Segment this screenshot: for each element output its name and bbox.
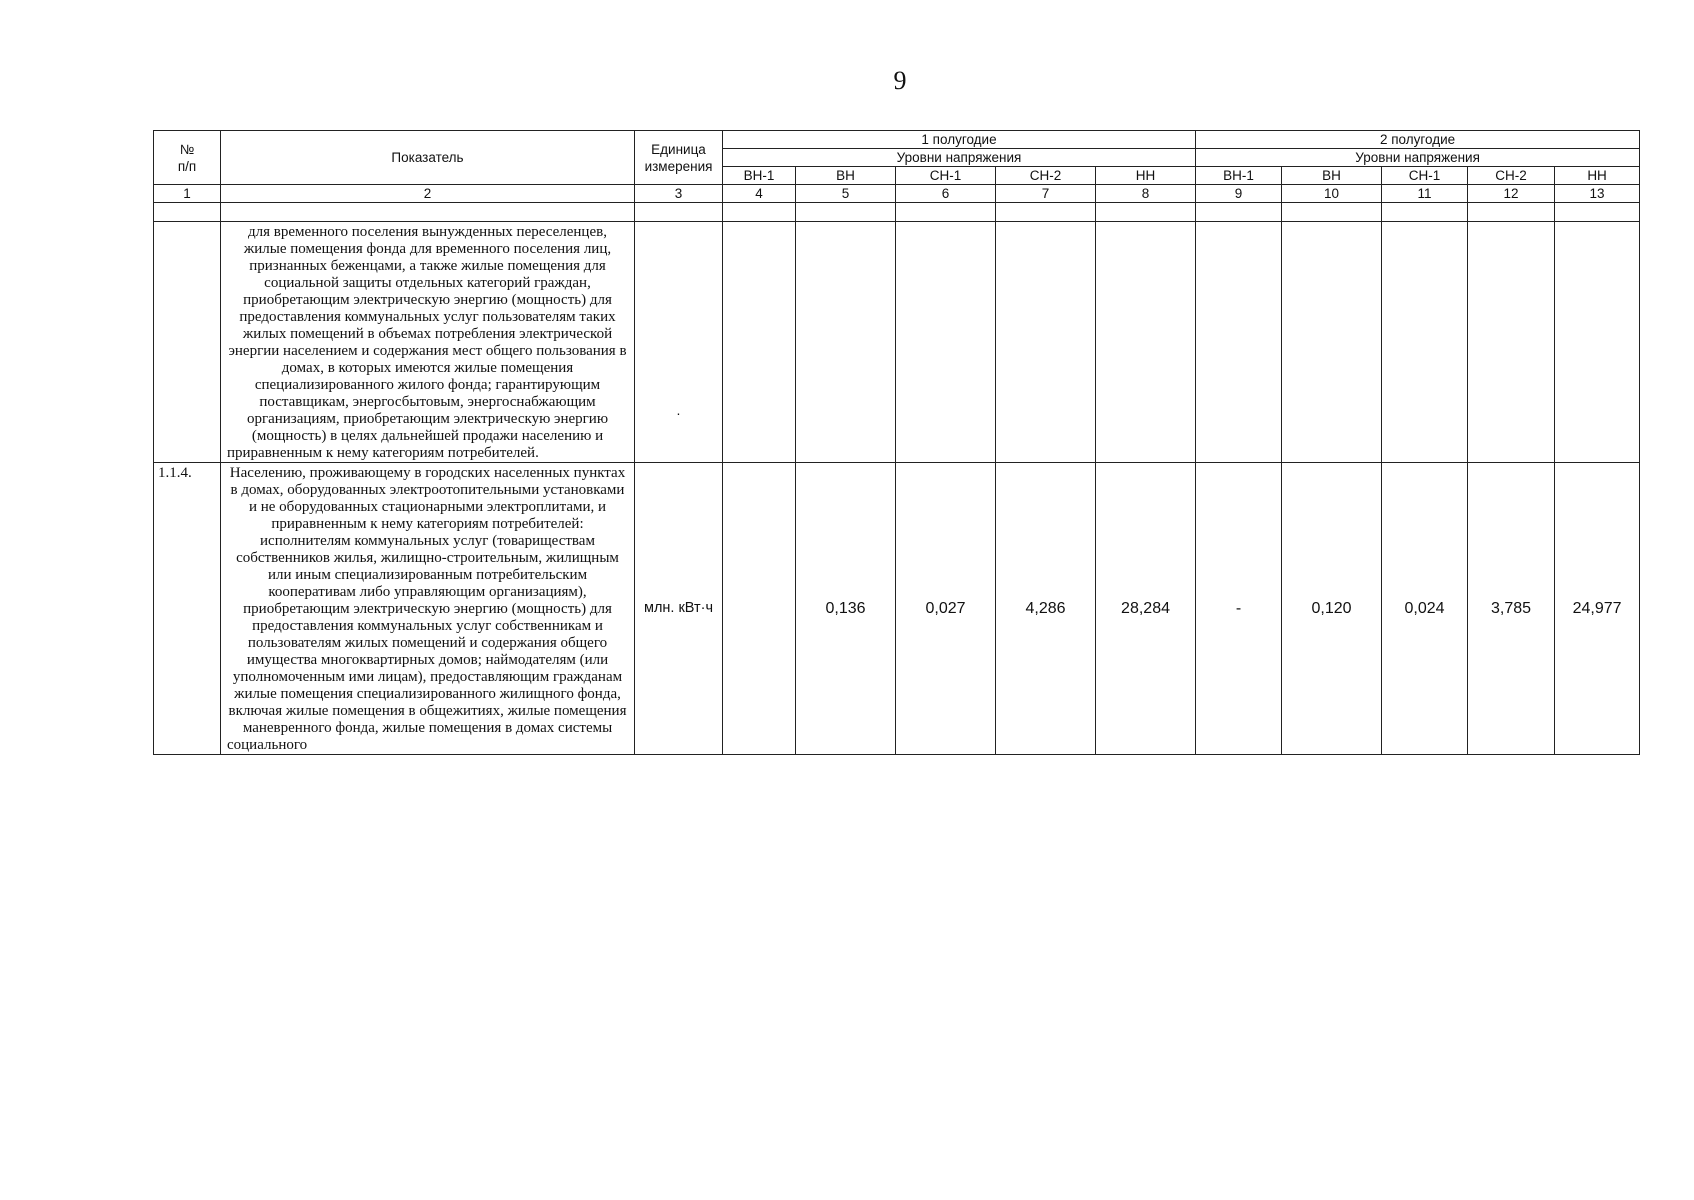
tariff-table <box>153 130 1640 755</box>
spacer-row <box>154 203 1640 222</box>
value-cell <box>796 222 896 463</box>
value-cell: 0,120 <box>1282 463 1382 755</box>
header-unit-line2: измерения <box>644 158 713 174</box>
value-cell <box>1468 222 1555 463</box>
level-h1-sn2: СН-2 <box>996 167 1096 185</box>
header-num <box>154 131 221 185</box>
value-cell: 28,284 <box>1096 463 1196 755</box>
value-cell: 0,027 <box>896 463 996 755</box>
value-cell <box>896 222 996 463</box>
level-h1-vn: ВН <box>796 167 896 185</box>
col-index: 13 <box>1555 185 1640 203</box>
header-voltage-levels-2: Уровни напряжения <box>1196 149 1640 167</box>
row-number <box>154 222 221 463</box>
value-cell <box>723 463 796 755</box>
row-description: Населению, проживающему в городских населенных пунктах в домах, оборудованных электроотопительными установками и не оборудованных стационарными электроплитами, и приравненным к нему категориям потребителей: исполнителям коммунальных услуг (товариществам собственников жилья, жилищно-строительным, жилищным или иным специализированным потребительским кооперативам либо управляющим организациям), приобретающим электрическую энергию (мощность) для предоставления коммунальных услуг собственникам и пользователям жилых помещений и содержания общего имущества многоквартирных домов; наймодателям (или уполномоченным ими лицам), предоставляющим гражданам жилые помещения специализированного жилищного фонда, включая жилые помещения в общежитиях, жилые помещения маневренного фонда, жилые помещения в домах системы социального <box>221 463 635 755</box>
value-cell: 0,024 <box>1382 463 1468 755</box>
col-index: 11 <box>1382 185 1468 203</box>
value-cell: 24,977 <box>1555 463 1640 755</box>
page-number: 9 <box>893 66 907 95</box>
value-cell <box>1196 222 1282 463</box>
row-number: 1.1.4. <box>154 463 221 755</box>
level-h1-nn: НН <box>1096 167 1196 185</box>
header-num-line2: п/п <box>177 158 197 174</box>
col-index: 5 <box>796 185 896 203</box>
row-description: для временного поселения вынужденных переселенцев, жилые помещения фонда для временного поселения лиц, признанных беженцами, а также жилые помещения для социальной защиты отдельных категорий граждан, приобретающим электрическую энергию (мощность) для предоставления коммунальных услуг пользователям таких жилых помещений в объемах потребления электрической энергии населением и содержания мест общего пользования в домах, в которых имеются жилые помещения специализированного жилого фонда; гарантирующим поставщикам, энергосбытовым, энергоснабжающим организациям, приобретающим электрическую энергию (мощность) в целях дальнейшей продажи населению и приравненным к нему категориям потребителей. <box>221 222 635 463</box>
value-cell <box>1282 222 1382 463</box>
col-index: 10 <box>1282 185 1382 203</box>
col-index: 3 <box>635 185 723 203</box>
level-h2-sn1: СН-1 <box>1382 167 1468 185</box>
header-half2: 2 полугодие <box>1196 131 1640 149</box>
col-index: 12 <box>1468 185 1555 203</box>
header-voltage-levels-1: Уровни напряжения <box>723 149 1196 167</box>
value-cell: 0,136 <box>796 463 896 755</box>
value-cell <box>996 222 1096 463</box>
row-unit: млн. кВт·ч <box>635 463 723 755</box>
level-h2-vn1: ВН-1 <box>1196 167 1282 185</box>
row-unit: · <box>635 222 723 463</box>
col-index: 9 <box>1196 185 1282 203</box>
table-row <box>154 463 1640 755</box>
col-index: 1 <box>154 185 221 203</box>
value-cell: - <box>1196 463 1282 755</box>
col-index: 6 <box>896 185 996 203</box>
value-cell <box>723 222 796 463</box>
level-h2-vn: ВН <box>1282 167 1382 185</box>
value-cell: 3,785 <box>1468 463 1555 755</box>
header-unit <box>635 131 723 185</box>
col-index: 2 <box>221 185 635 203</box>
level-h1-vn1: ВН-1 <box>723 167 796 185</box>
level-h1-sn1: СН-1 <box>896 167 996 185</box>
col-index: 4 <box>723 185 796 203</box>
value-cell <box>1382 222 1468 463</box>
value-cell <box>1096 222 1196 463</box>
col-index: 7 <box>996 185 1096 203</box>
header-num-line1: № <box>179 141 195 157</box>
table-row <box>154 222 1640 463</box>
header-indicator: Показатель <box>221 131 635 185</box>
header-unit-line1: Единица <box>651 141 706 157</box>
value-cell: 4,286 <box>996 463 1096 755</box>
header-half1: 1 полугодие <box>723 131 1196 149</box>
level-h2-sn2: СН-2 <box>1468 167 1555 185</box>
column-index-row <box>154 185 1640 203</box>
col-index: 8 <box>1096 185 1196 203</box>
value-cell <box>1555 222 1640 463</box>
level-h2-nn: НН <box>1555 167 1640 185</box>
